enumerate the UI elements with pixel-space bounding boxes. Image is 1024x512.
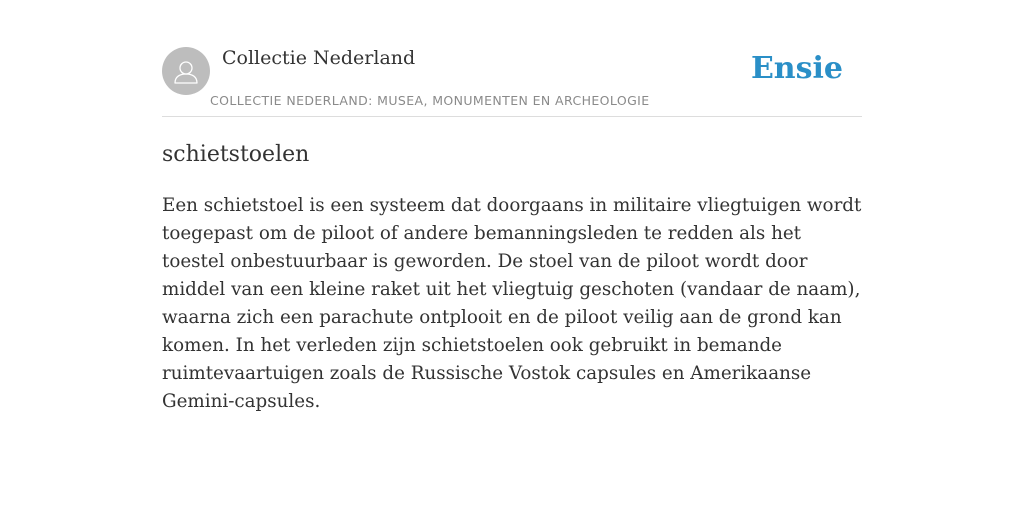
brand-logo[interactable]: Ensie bbox=[750, 51, 843, 86]
author-name[interactable]: Collectie Nederland bbox=[222, 47, 416, 69]
article-card bbox=[162, 0, 862, 412]
article-body: Een schietstoel is een systeem dat doorgaans in militaire vliegtuigen wordt toegepast om de piloot of andere bemanningsleden te redden als het toestel onbestuurbaar is geworden. De stoel van de piloot wordt door middel van een kleine raket uit het vliegtuig geschoten (vandaar de naam), waarna zich een parachute ontplooit en de piloot veilig aan de grond kan komen. In het verleden zijn schietstoelen ook gebruikt in bemande ruimtevaartuigen zoals de Russische Vostok capsules en Amerikaanse Gemini-capsules. bbox=[162, 195, 862, 412]
user-silhouette-icon bbox=[162, 47, 210, 95]
article-header bbox=[162, 0, 862, 117]
article-title: schietstoelen bbox=[162, 142, 310, 167]
avatar[interactable] bbox=[162, 47, 210, 95]
collection-label[interactable]: COLLECTIE NEDERLAND: MUSEA, MONUMENTEN EN ARCHEOLOGIE bbox=[210, 93, 650, 108]
